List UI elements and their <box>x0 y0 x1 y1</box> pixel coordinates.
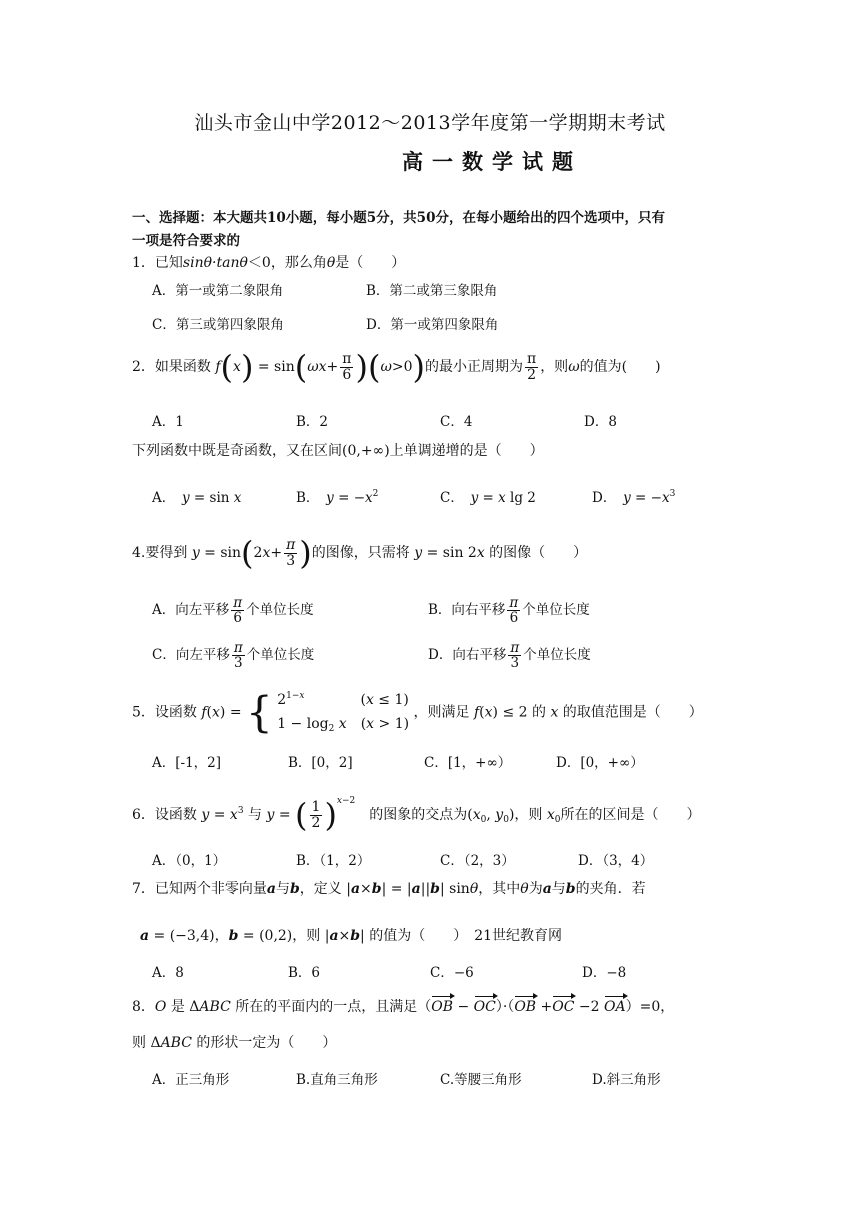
question-5-option-d: D．[0，+∞） <box>556 755 644 771</box>
question-4-option-d: D．向右平移 $\frac{\pi}{3}$ 个单位长度 <box>428 640 591 672</box>
question-3-option-d: D． $y = -x^3$ <box>592 489 676 506</box>
exam-title: 汕头市金山中学2012～2013学年度第一学期期末考试 <box>194 112 666 134</box>
question-8-option-d: D.斜三角形 <box>592 1072 661 1088</box>
question-7-stem-line2: a = (−3,4)，b = (0,2)，则 |a×b| 的值为（ ） 21世纪教育网 <box>140 928 563 944</box>
watermark-text: 21世纪教育网 <box>474 928 563 944</box>
question-2-option-d: D．8 <box>584 414 617 430</box>
question-3-option-a: A． y = sin x <box>152 490 242 506</box>
question-8-option-b: B.直角三角形 <box>296 1072 378 1088</box>
question-1-option-c: C．第三或第四象限角 <box>152 317 284 333</box>
question-7-option-d: D．−8 <box>582 965 627 981</box>
question-4-option-c: C．向左平移 $\frac{\pi}{3}$ 个单位长度 <box>152 640 315 672</box>
question-2-stem: 2．如果函数 f(x) = sin(ωx+ $\frac{\pi}{6}$ )(ω>0)的最小正周期为 $\frac{\pi}{2}$ ，则ω的值为( ) <box>132 348 661 387</box>
question-6-stem: 6．设函数 $y = x^3$ 与 y = ( $\frac{1}{2}$ )$^{x-2}$ 的图象的交点为($x_0$, $y_0$)，则 $x_0$所在的区间是（ ） <box>132 796 701 834</box>
question-2-option-c: C．4 <box>440 414 473 430</box>
question-8-stem-line2: 则 ΔABC 的形状一定为（ ） <box>132 1035 337 1051</box>
section-heading-line1: 一、选择题：本大题共10小题，每小题5分，共50分，在每小题给出的四个选项中，只有 <box>132 210 665 226</box>
subject-title: 高一数学试题 <box>402 149 582 174</box>
question-2-option-b: B．2 <box>296 414 329 430</box>
question-7-option-b: B．6 <box>288 965 321 981</box>
question-1-number: 1． <box>132 255 155 271</box>
question-7-stem-line1: 7．已知两个非零向量a与b，定义 |a×b| = |a||b| sinθ，其中θ为a与b的夹角．若 <box>132 881 646 897</box>
question-6-option-c: C．（2，3） <box>440 853 515 869</box>
question-8-option-c: C.等腰三角形 <box>440 1072 522 1088</box>
question-8-stem-line1: 8．O 是 ΔABC 所在的平面内的一点，且满足（OB − OC）·（OB +OC −2 OA）=0， <box>132 999 675 1015</box>
question-6-option-a: A．（0，1） <box>152 853 227 869</box>
question-4-option-b: B．向右平移 $\frac{\pi}{6}$ 个单位长度 <box>428 595 590 627</box>
question-4-option-a: A．向左平移 $\frac{\pi}{6}$ 个单位长度 <box>152 595 314 627</box>
question-5-option-b: B．[0，2] <box>288 755 353 771</box>
question-7-option-a: A．8 <box>152 965 184 981</box>
section-heading-line2: 一项是符合要求的 <box>132 233 240 249</box>
question-1-option-b: B．第二或第三象限角 <box>366 283 498 299</box>
question-3-option-b: B． $y = -x^2$ <box>296 489 379 506</box>
question-4-stem: 4.要得到 y = sin(2x+ $\frac{\pi}{3}$ )的图像，只需将 y = sin 2x 的图像（ ） <box>132 534 588 573</box>
question-8-option-a: A．正三角形 <box>152 1072 230 1088</box>
question-3-stem: 下列函数中既是奇函数，又在区间(0,+∞)上单调递增的是（ ） <box>132 443 544 459</box>
question-1-option-a: A．第一或第二象限角 <box>152 283 284 299</box>
question-5-option-a: A．[-1，2] <box>152 755 222 771</box>
question-1-option-d: D．第一或第四象限角 <box>366 317 499 333</box>
question-2-option-a: A．1 <box>152 414 184 430</box>
question-7-option-c: C．−6 <box>430 965 474 981</box>
question-5-option-c: C．[1，+∞） <box>424 755 512 771</box>
question-6-option-d: D．（3，4） <box>578 853 654 869</box>
question-5-stem: 5．设函数 f(x) = { $2^{1-x}$ (x ≤ 1) $1 - \log_2 x$ (x > 1) ，则满足 f(x) ≤ 2 的 x 的取值范围是（ ） <box>132 687 703 737</box>
question-3-option-c: C． y = x lg 2 <box>440 490 536 506</box>
question-6-option-b: B．（1，2） <box>296 853 371 869</box>
question-1-stem: 1．已知sinθ·tanθ＜0，那么角θ是（ ） <box>132 255 406 271</box>
